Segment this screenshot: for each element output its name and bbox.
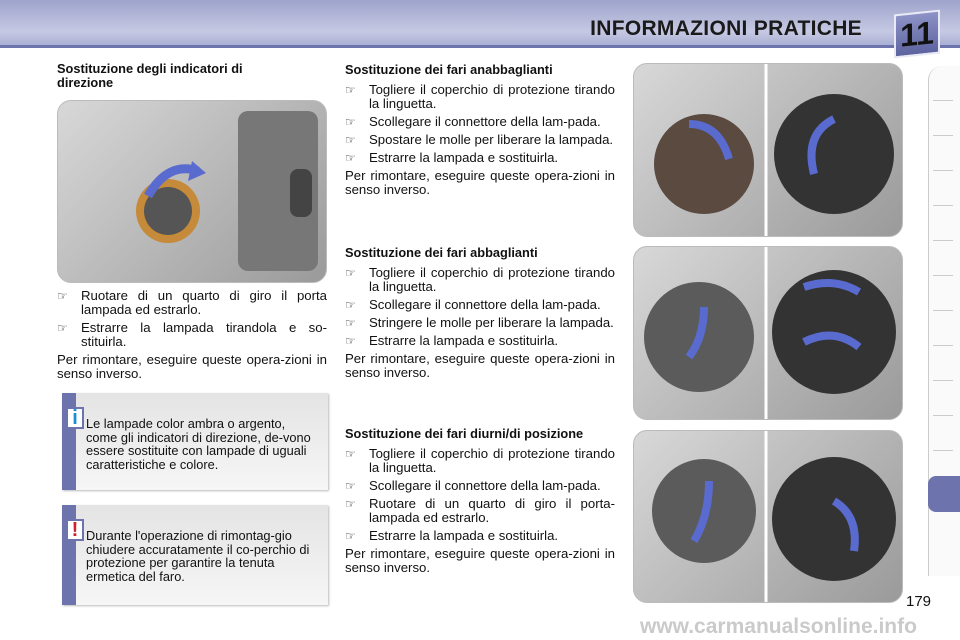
warning-note (62, 505, 328, 605)
bullet-text: Scollegare il connettore della lam-pada. (369, 478, 601, 493)
warning-text: Durante l'operazione di rimontag-gio chiudere accuratamente il co-perchio di protezione per garantire la tenuta ermetica del faro. (86, 528, 310, 584)
lamp-illustration (58, 101, 327, 283)
info-note (62, 393, 328, 490)
section-daytime-lights (345, 427, 615, 579)
list-item (345, 133, 615, 147)
pointer-icon: ☞ (57, 321, 68, 335)
section-title: Sostituzione dei fari anabbaglianti (345, 62, 553, 77)
pointer-icon: ☞ (345, 298, 356, 312)
pointer-icon: ☞ (345, 497, 356, 511)
indicator-lamp-image (57, 100, 327, 283)
section-title: Sostituzione degli indicatori di direzione (57, 61, 243, 90)
pointer-icon: ☞ (345, 151, 356, 165)
bullet-text: Ruotare di un quarto di giro il porta-lampada ed estrarlo. (369, 496, 615, 525)
pointer-icon: ☞ (345, 115, 356, 129)
bullet-text: Estrarre la lampada e sostituirla. (369, 528, 559, 543)
remount-text: Per rimontare, eseguire queste opera-zioni in senso inverso. (345, 168, 615, 197)
bullet-text: Togliere il coperchio di protezione tirando la linguetta. (369, 265, 615, 294)
left-instructions (57, 289, 327, 385)
list-item (345, 497, 615, 525)
section-title: Sostituzione dei fari diurni/di posizione (345, 426, 584, 441)
remount-text: Per rimontare, eseguire queste opera-zioni in senso inverso. (345, 546, 615, 575)
bullet-text: Ruotare di un quarto di giro il porta lampada ed estrarlo. (81, 288, 327, 317)
pointer-icon: ☞ (57, 289, 68, 303)
chapter-badge: 11 (894, 10, 940, 59)
section-low-beam (345, 63, 615, 201)
page-header (0, 0, 960, 54)
pointer-icon: ☞ (345, 266, 356, 280)
pointer-icon: ☞ (345, 334, 356, 348)
pointer-icon: ☞ (345, 447, 356, 461)
pointer-icon: ☞ (345, 316, 356, 330)
list-item (345, 266, 615, 294)
list-item (345, 298, 615, 312)
section-high-beam (345, 246, 615, 384)
pointer-icon: ☞ (345, 529, 356, 543)
pointer-icon: ☞ (345, 479, 356, 493)
list-item (57, 321, 327, 349)
pointer-icon: ☞ (345, 133, 356, 147)
bullet-text: Scollegare il connettore della lam-pada. (369, 297, 601, 312)
section-title: Sostituzione dei fari abbaglianti (345, 245, 538, 260)
list-item (57, 289, 327, 317)
list-item (345, 83, 615, 111)
bullet-text: Estrarre la lampada tirandola e so-stituirla. (81, 320, 327, 349)
bullet-text: Togliere il coperchio di protezione tirando la linguetta. (369, 446, 615, 475)
bullet-text: Stringere le molle per liberare la lampada. (369, 315, 614, 330)
bullet-text: Togliere il coperchio di protezione tirando la linguetta. (369, 82, 615, 111)
info-text: Le lampade color ambra o argento, come gli indicatori di direzione, de-vono essere sostituite con lampade di uguali caratteristiche e colore. (86, 416, 311, 472)
list-item (345, 479, 615, 493)
list-item (345, 447, 615, 475)
bullet-text: Estrarre la lampada e sostituirla. (369, 333, 559, 348)
daytime-light-image (633, 430, 903, 603)
remount-text: Per rimontare, eseguire queste opera-zioni in senso inverso. (345, 351, 615, 380)
list-item (345, 151, 615, 165)
remount-text: Per rimontare, eseguire queste opera-zioni in senso inverso. (57, 352, 327, 381)
high-beam-image (633, 246, 903, 420)
info-icon: i (66, 407, 84, 429)
low-beam-image (633, 63, 903, 237)
bullet-text: Scollegare il connettore della lam-pada. (369, 114, 601, 129)
bullet-text: Spostare le molle per liberare la lampada. (369, 132, 614, 147)
pointer-icon: ☞ (345, 83, 356, 97)
list-item (345, 115, 615, 129)
bullet-text: Estrarre la lampada e sostituirla. (369, 150, 559, 165)
list-item (345, 334, 615, 348)
page-number: 179 (906, 593, 932, 610)
warning-icon: ! (66, 519, 84, 541)
list-item (345, 529, 615, 543)
left-column (57, 62, 327, 96)
header-title: INFORMAZIONI PRATICHE (590, 17, 862, 40)
list-item (345, 316, 615, 330)
watermark: www.carmanualsonline.info (640, 615, 917, 638)
active-chapter-tab[interactable] (928, 476, 960, 512)
